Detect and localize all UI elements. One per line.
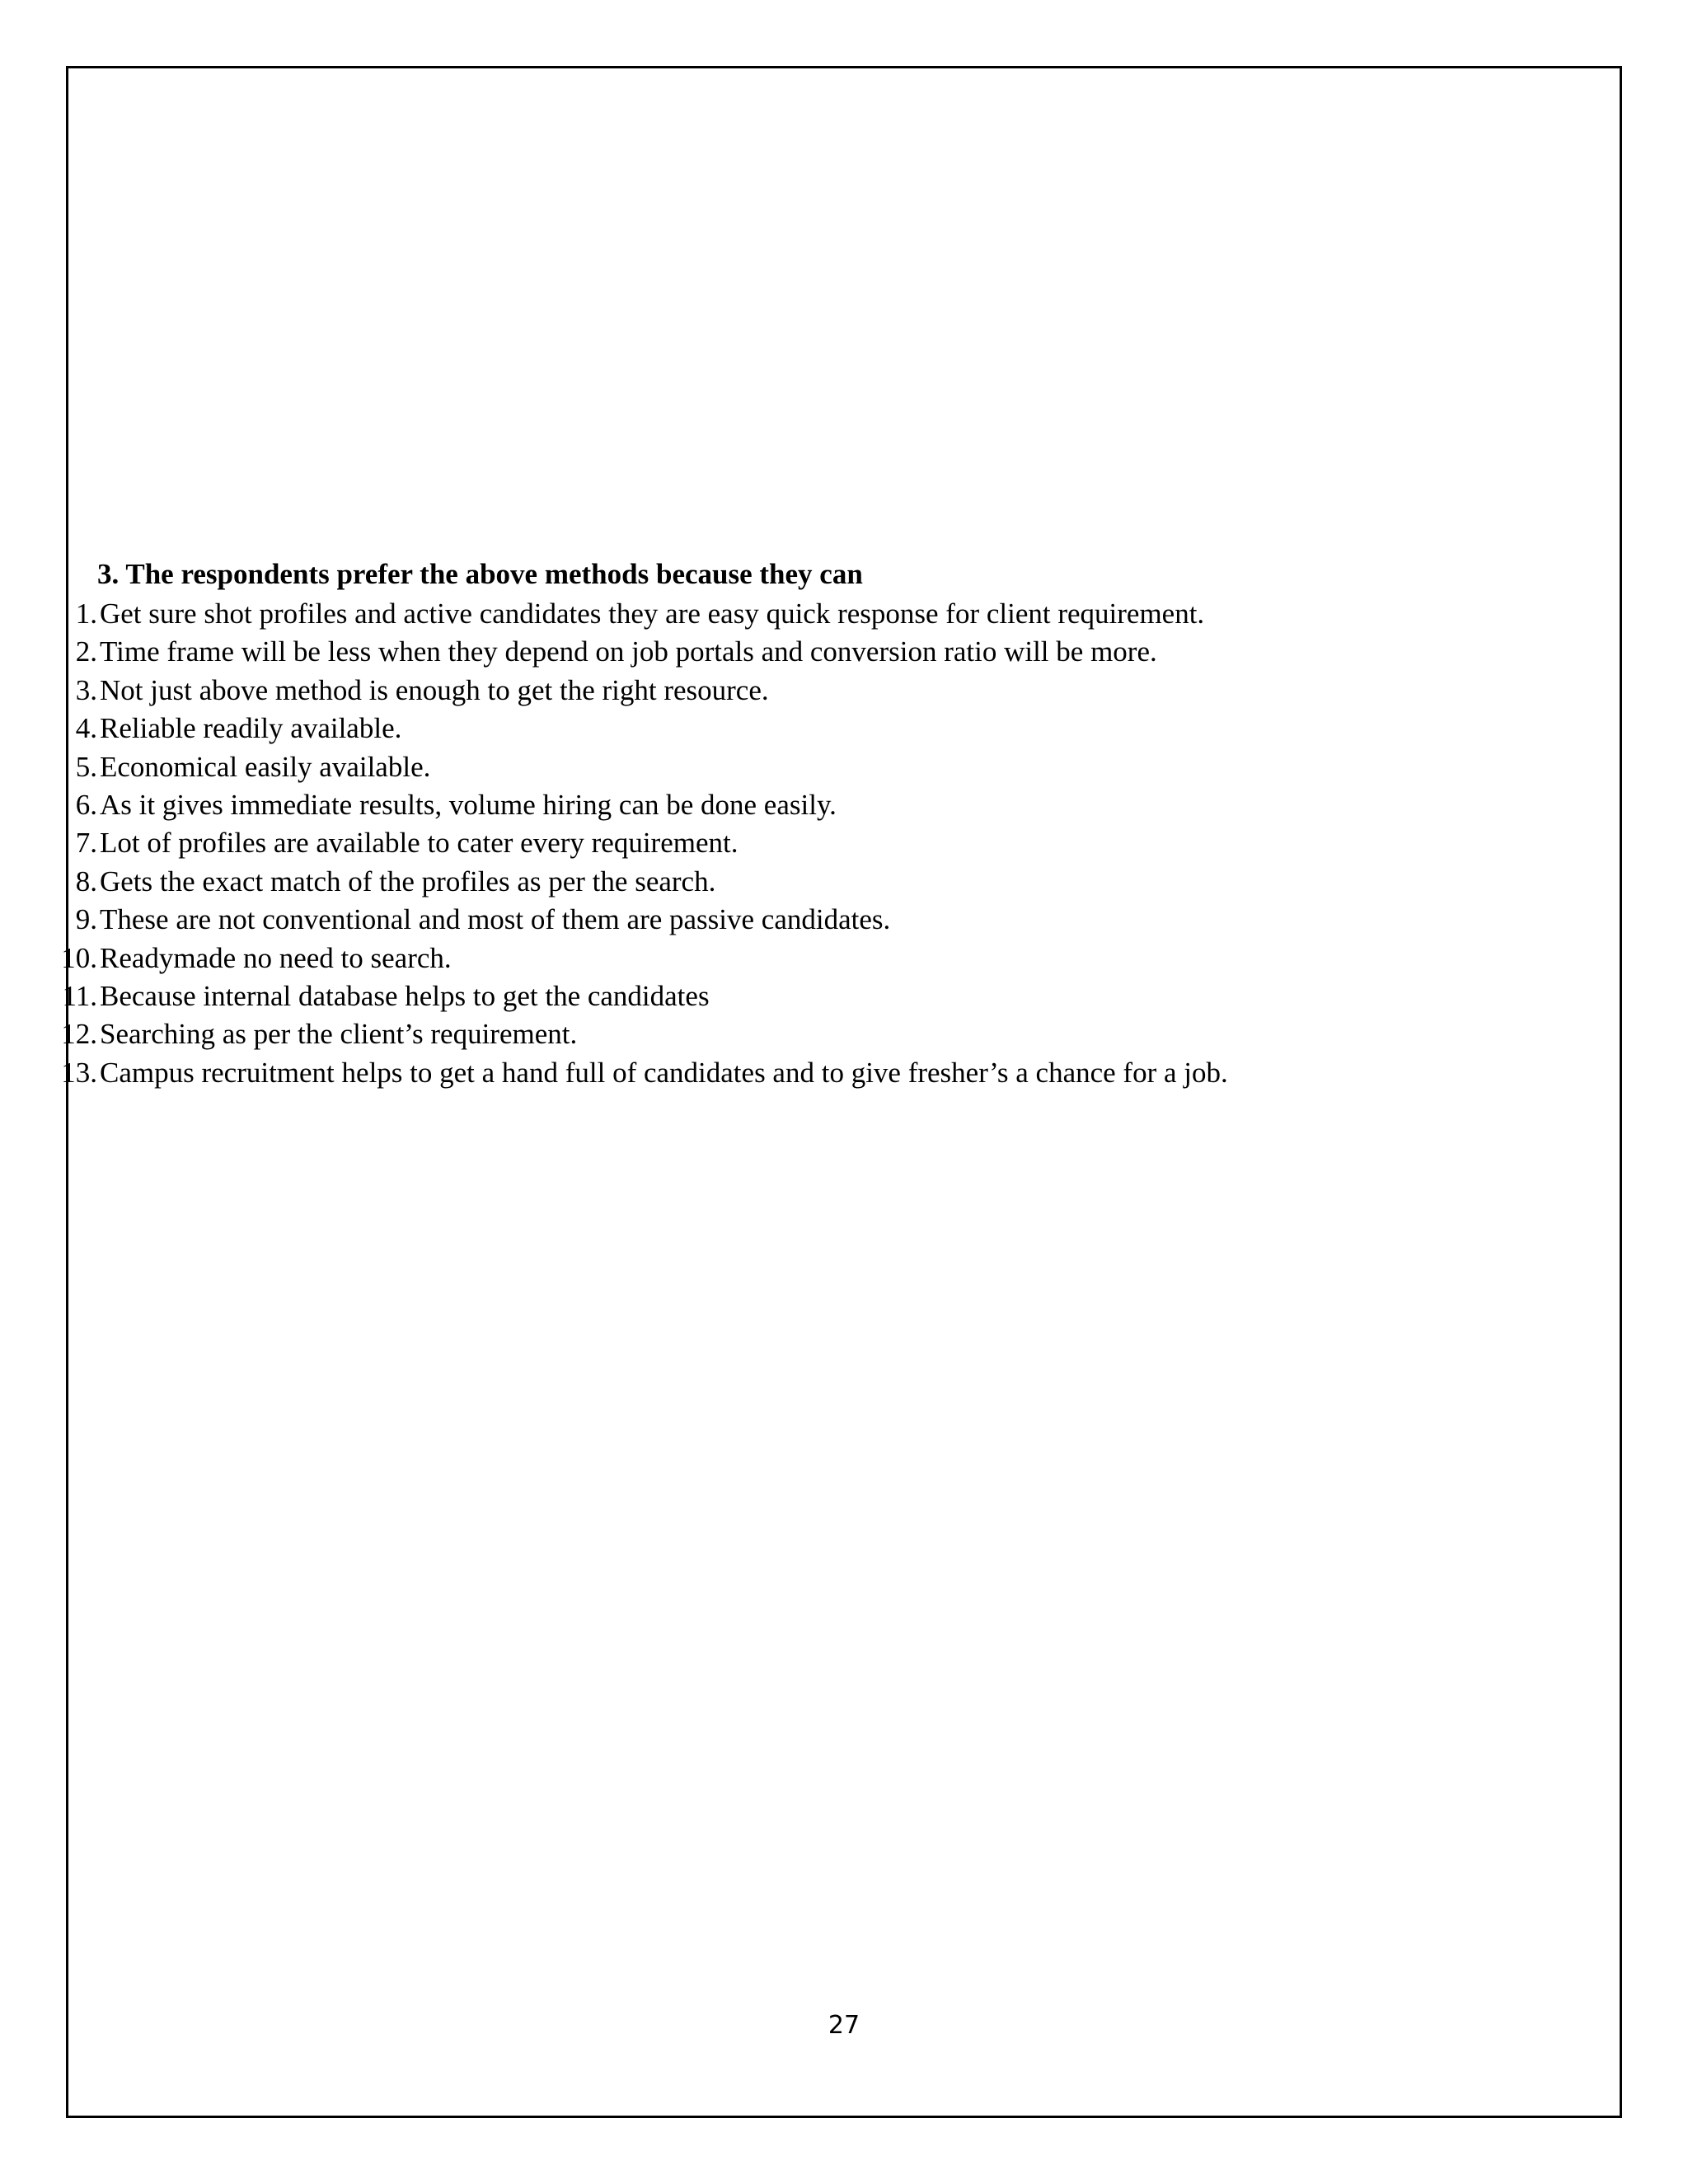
page-number: 27 (828, 2011, 860, 2040)
list-item-number: 8. (75, 865, 97, 898)
list-item-number: 2. (75, 635, 97, 668)
list-item-text: Readymade no need to search. (100, 941, 452, 974)
list-item-number: 7. (75, 827, 97, 860)
list-item-number: 10. (61, 941, 97, 974)
list-item-text: Lot of profiles are available to cater every requirement. (100, 827, 738, 860)
list-item-number: 11. (62, 979, 97, 1012)
list-item-number: 12. (61, 1018, 97, 1051)
list-item-number: 6. (75, 788, 97, 821)
list-item-text: Searching as per the client’s requirement. (100, 1018, 578, 1051)
list-item-text: Because internal database helps to get the candidates (100, 979, 710, 1012)
list-item-text: Campus recruitment helps to get a hand full of candidates and to give fresher’s a chance for a job. (100, 1056, 1228, 1089)
list-item-text: These are not conventional and most of them are passive candidates. (100, 903, 891, 936)
section-heading: 3. The respondents prefer the above methods because they can (97, 558, 863, 590)
list-item-number: 13. (61, 1056, 97, 1089)
list-item-text: Not just above method is enough to get the right resource. (100, 673, 769, 706)
list-item-text: Reliable readily available. (100, 712, 402, 745)
list-item-number: 4. (75, 712, 97, 745)
list-item-text: Get sure shot profiles and active candidates they are easy quick response for client requirement. (100, 598, 1205, 630)
list-item-number: 9. (75, 903, 97, 936)
list-item-text: Economical easily available. (100, 750, 431, 783)
list-item-number: 3. (75, 673, 97, 706)
page-border (66, 66, 1622, 2118)
list-item-text: As it gives immediate results, volume hiring can be done easily. (100, 788, 837, 821)
list-item-number: 1. (75, 598, 97, 630)
list-item-text: Time frame will be less when they depend on job portals and conversion ratio will be more. (100, 635, 1157, 668)
list-item-number: 5. (75, 750, 97, 783)
list-item-text: Gets the exact match of the profiles as per the search. (100, 865, 716, 898)
